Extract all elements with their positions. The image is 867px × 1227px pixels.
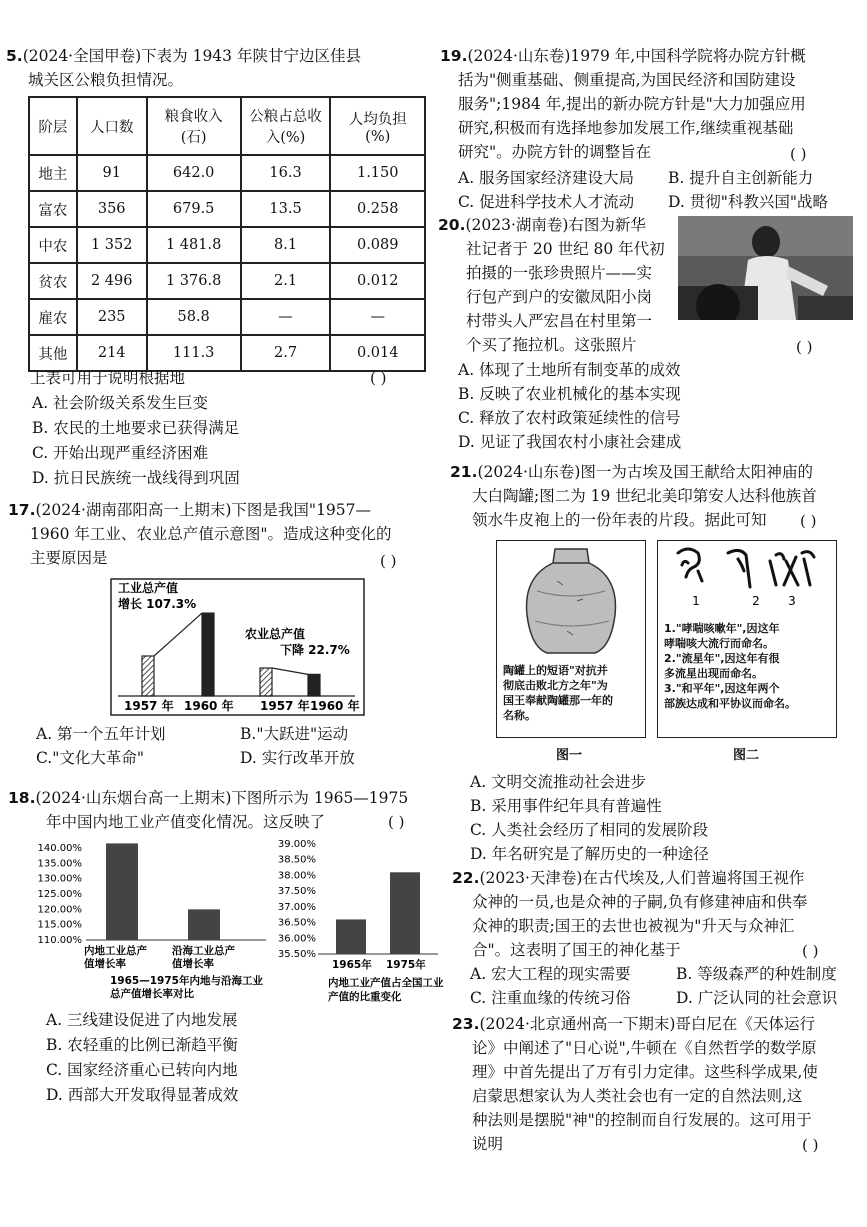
question-stem: (2024·山东卷)1979 年,中国科学院将办院方针概 [467, 47, 806, 65]
chart-tick-label: 值增长率 [84, 958, 126, 970]
chart-bar [336, 919, 366, 954]
chart-tick-label: 38.00% [277, 870, 316, 882]
option-c: C. 注重血缘的传统习俗 [470, 989, 631, 1007]
question-stem: 服务";1984 年,提出的新办院方针是"大力加强应用 [458, 95, 806, 113]
chart-bar [188, 909, 220, 940]
figure-2-frame [657, 540, 837, 738]
chart-annotation: 增长 107.3% [118, 597, 197, 611]
table-cell: 1 481.8 [147, 227, 241, 263]
pictograph-number: 1 [692, 594, 700, 608]
pictograph-image [658, 541, 836, 611]
table-cell: 58.8 [147, 299, 241, 335]
question-17 [8, 498, 433, 570]
tractor-photo [678, 216, 853, 320]
figure-1-text: 名称。 [503, 709, 536, 722]
chart-tick-label: 115.00% [37, 919, 82, 931]
question-stem: 启蒙思想家认为人类社会也有一定的自然法则,这 [472, 1087, 803, 1105]
table-row [29, 263, 425, 299]
table-cell: 2.1 [241, 263, 331, 299]
figure-2-text: 哮喘咳大流行而命名。 [664, 637, 774, 650]
table-cell: 356 [77, 191, 147, 227]
option-a: A. 文明交流推动社会进步 [470, 773, 647, 791]
option-b: B. 等级森严的种姓制度 [676, 965, 837, 983]
option-b: B. 采用事件纪年具有普遍性 [470, 797, 662, 815]
question-stem: 社记者于 20 世纪 80 年代初 [466, 240, 665, 258]
chart-tick-label: 140.00% [37, 843, 82, 854]
question-stem: (2024·山东烟台高一上期末)下图所示为 1965—1975 [35, 789, 409, 807]
question-stem: 众神的一员,也是众神的子嗣,负有修建神庙和供奉 [472, 893, 808, 911]
pictograph-number: 3 [788, 594, 796, 608]
question-stem: 行包产到户的安徽凤阳小岗 [466, 288, 653, 306]
question-stem: 种法则是摆脱"神"的控制而自行发展的。这可用于 [472, 1111, 812, 1129]
table-row [29, 227, 425, 263]
chart-tick-label: 39.00% [277, 839, 316, 850]
option-a: A. 服务国家经济建设大局 [458, 169, 635, 187]
answer-paren: ( ) [802, 942, 819, 960]
table-header: 人口数 [77, 97, 147, 155]
option-a: A. 三线建设促进了内地发展 [46, 1011, 238, 1029]
question-stem: 村带头人严宏昌在村里第一 [466, 312, 653, 330]
question-number: 18. [8, 789, 36, 807]
option-c: C. 国家经济重心已转向内地 [46, 1061, 238, 1079]
chart-tick-label: 值增长率 [172, 958, 214, 970]
chart-tick-label: 38.50% [277, 854, 316, 866]
grain-tax-table [28, 96, 426, 372]
chart-title: 产值的比重变化 [328, 991, 402, 1003]
question-stem: 理》中首先提出了万有引力定律。这些科学成果,使 [472, 1063, 818, 1081]
chart-tick-label: 内地工业总产 [84, 945, 147, 957]
question-stem: 领水牛皮袍上的一份年表的片段。据此可知 [472, 511, 767, 529]
question-stem: 个买了拖拉机。这张照片 [466, 336, 637, 354]
option-c: C. 释放了农村政策延续性的信号 [458, 409, 681, 427]
option-d: D. 年名研究是了解历史的一种途径 [470, 845, 709, 863]
table-row [29, 299, 425, 335]
chart-tick-label: 1965年 [332, 959, 372, 971]
question-number: 17. [8, 501, 36, 519]
option-a: A. 第一个五年计划 [36, 725, 166, 743]
chart-bar [260, 668, 272, 696]
table-cell: 1.150 [330, 155, 425, 191]
table-header: 人均负担(%) [330, 97, 425, 155]
table-cell: 16.3 [241, 155, 331, 191]
pottery-jar-image [497, 541, 645, 661]
question-stem: (2024·北京通州高一下期末)哥白尼在《天体运行 [479, 1015, 815, 1033]
question-stem: (2023·天津卷)在古代埃及,人们普遍将国王视作 [479, 869, 805, 887]
table-cell: 1 376.8 [147, 263, 241, 299]
option-c: C. 开始出现严重经济困难 [32, 444, 209, 462]
chart-trend-line [154, 613, 202, 656]
question-stem: 众神的职责;国王的去世也被视为"升天与众神汇 [472, 917, 795, 935]
chart-tick-label: 1957 年 [260, 699, 310, 713]
table-cell: 642.0 [147, 155, 241, 191]
chart-tick-label: 135.00% [37, 858, 82, 870]
option-b: B. 农民的土地要求已获得满足 [32, 419, 240, 437]
option-d: D. 西部大开发取得显著成效 [46, 1086, 239, 1104]
figure-2-caption: 图二 [733, 748, 760, 763]
option-a: A. 体现了土地所有制变革的成效 [458, 361, 681, 379]
chart-tick-label: 1960 年 [184, 699, 234, 713]
table-cell: 1 352 [77, 227, 147, 263]
question-stem: 主要原因是 [30, 549, 108, 567]
chart-tick-label: 1975年 [386, 959, 426, 971]
answer-paren: ( ) [796, 338, 813, 356]
table-cell: — [330, 299, 425, 335]
question-number: 5. [6, 47, 23, 65]
chart-tick-label: 1960 年 [310, 699, 360, 713]
option-b: B. 反映了农业机械化的基本实现 [458, 385, 681, 403]
table-cell: 679.5 [147, 191, 241, 227]
figure-2-text: 部族达成和平协议而命名。 [664, 697, 796, 710]
answer-paren: ( ) [802, 1136, 819, 1154]
figure-2-text: 1."哮喘咳嗽年",因这年 [664, 622, 780, 635]
option-a: A. 社会阶级关系发生巨变 [32, 394, 209, 412]
table-cell: 235 [77, 299, 147, 335]
table-cell: 富农 [29, 191, 77, 227]
table-row [29, 155, 425, 191]
question-stem: 大白陶罐;图二为 19 世纪北美印第安人达科他族首 [472, 487, 817, 505]
question-stem: (2024·山东卷)图一为古埃及国王献给太阳神庙的 [477, 463, 813, 481]
table-cell: 2 496 [77, 263, 147, 299]
option-d: D. 实行改革开放 [240, 749, 355, 767]
option-b: B."大跃进"运动 [240, 725, 349, 743]
option-c: C. 人类社会经历了相同的发展阶段 [470, 821, 709, 839]
figure-1-caption: 图一 [556, 748, 583, 763]
table-cell: 2.7 [241, 335, 331, 371]
option-d: D. 抗日民族统一战线得到巩固 [32, 469, 240, 487]
option-c: C. 促进科学技术人才流动 [458, 193, 635, 211]
question-18 [8, 786, 438, 834]
chart-bar [308, 674, 320, 696]
chart-bar [106, 843, 138, 940]
option-b: B. 农轻重的比例已渐趋平衡 [46, 1036, 238, 1054]
table-cell: 地主 [29, 155, 77, 191]
option-d: D. 见证了我国农村小康社会建成 [458, 433, 682, 451]
question-stem: 说明 [472, 1135, 504, 1153]
question-stem: (2024·湖南邵阳高一上期末)下图是我国"1957— [35, 501, 372, 519]
chart-bar [390, 872, 420, 954]
answer-paren: ( ) [388, 813, 405, 831]
question-stem: 拍摄的一张珍贵照片——实 [466, 264, 653, 282]
chart-trend-line [272, 668, 308, 674]
table-cell: 贫农 [29, 263, 77, 299]
figure-2-text: 多流星出现而命名。 [664, 667, 763, 680]
question-5 [6, 44, 426, 92]
table-cell: 中农 [29, 227, 77, 263]
table-cell: 0.014 [330, 335, 425, 371]
question-stem: 研究,积极而有选择地参加发展工作,继续重视基础 [458, 119, 794, 137]
chart-title: 1965—1975年内地与沿海工业 [110, 975, 263, 987]
chart-tick-label: 110.00% [37, 935, 82, 946]
table-header: 粮食收入(石) [147, 97, 241, 155]
question-number: 22. [452, 869, 480, 887]
table-cell: 91 [77, 155, 147, 191]
table-cell: 8.1 [241, 227, 331, 263]
chart-tick-label: 125.00% [37, 889, 82, 900]
question-stem: (2024·全国甲卷)下表为 1943 年陕甘宁边区佳县 [22, 47, 361, 65]
table-row [29, 191, 425, 227]
question-stem: 论》中阐述了"日心说",牛顿在《自然哲学的数学原 [472, 1039, 817, 1057]
chart-tick-label: 130.00% [37, 873, 82, 885]
option-b: B. 提升自主创新能力 [668, 169, 814, 187]
chart-annotation: 工业总产值 [118, 581, 179, 595]
table-cell: 111.3 [147, 335, 241, 371]
chart-tick-label: 120.00% [37, 904, 82, 916]
table-cell: 0.012 [330, 263, 425, 299]
chart-tick-label: 36.00% [277, 933, 316, 945]
question-23 [452, 1012, 864, 1156]
table-header: 公粮占总收入(%) [241, 97, 331, 155]
figure-2-text: 2."流星年",因这年有很 [664, 652, 780, 665]
question-number: 20. [438, 216, 466, 234]
growth-rate-chart [22, 840, 272, 1005]
chart-tick-label: 35.50% [277, 949, 316, 960]
chart-tick-label: 1957 年 [124, 699, 174, 713]
question-stem: 合"。这表明了国王的神化基于 [472, 941, 681, 959]
question-stem: 1960 年工业、农业总产值示意图"。造成这种变化的 [30, 525, 392, 543]
question-stem: (2023·湖南卷)右图为新华 [465, 216, 646, 234]
question-stem: 括为"侧重基础、侧重提高,为国民经济和国防建设 [458, 71, 796, 89]
question-number: 21. [450, 463, 478, 481]
option-c: C."文化大革命" [36, 749, 144, 767]
chart-tick-label: 36.50% [277, 917, 316, 929]
chart-title: 总产值增长率对比 [110, 988, 194, 1000]
option-d: D. 广泛认同的社会意识 [676, 989, 838, 1007]
question-5-ask: 上表可用于说明根据地 [30, 369, 186, 387]
answer-paren: ( ) [370, 369, 387, 387]
chart-annotation: 农业总产值 [245, 627, 306, 641]
answer-paren: ( ) [800, 512, 817, 530]
chart-tick-label: 37.50% [277, 886, 316, 898]
table-cell: 其他 [29, 335, 77, 371]
question-number: 23. [452, 1015, 480, 1033]
table-cell: — [241, 299, 331, 335]
question-20 [438, 213, 678, 357]
question-stem: 年中国内地工业产值变化情况。这反映了 [46, 813, 326, 831]
figure-1-text: 彻底击败北方之年"为 [503, 679, 608, 692]
table-header: 阶层 [29, 97, 77, 155]
question-stem: 研究"。办院方针的调整旨在 [458, 143, 652, 161]
figure-1-text: 国王奉献陶罐那一年的 [503, 694, 613, 707]
answer-paren: ( ) [380, 552, 397, 570]
pictograph-number: 2 [752, 594, 760, 608]
chart-tick-label: 37.00% [277, 901, 316, 913]
figure-1-text: 陶罐上的短语"对抗并 [503, 664, 608, 677]
figure-2-text: 3."和平年",因这年两个 [664, 682, 780, 695]
answer-paren: ( ) [790, 145, 807, 163]
question-number: 19. [440, 47, 468, 65]
chart-bar [142, 656, 154, 696]
option-d: D. 贯彻"科教兴国"战略 [668, 193, 828, 211]
table-cell: 214 [77, 335, 147, 371]
table-cell: 13.5 [241, 191, 331, 227]
question-stem: 城关区公粮负担情况。 [28, 71, 184, 89]
industry-agriculture-chart [110, 578, 365, 716]
option-a: A. 宏大工程的现实需要 [470, 965, 631, 983]
inland-share-chart [270, 836, 445, 1006]
table-cell: 雇农 [29, 299, 77, 335]
chart-bar [202, 613, 214, 696]
table-cell: 0.258 [330, 191, 425, 227]
chart-tick-label: 沿海工业总产 [172, 945, 235, 957]
table-cell: 0.089 [330, 227, 425, 263]
figure-1-frame [496, 540, 646, 738]
chart-title: 内地工业产值占全国工业 [328, 977, 444, 989]
chart-annotation: 下降 22.7% [280, 643, 350, 657]
tractor-photo-image [678, 216, 853, 320]
